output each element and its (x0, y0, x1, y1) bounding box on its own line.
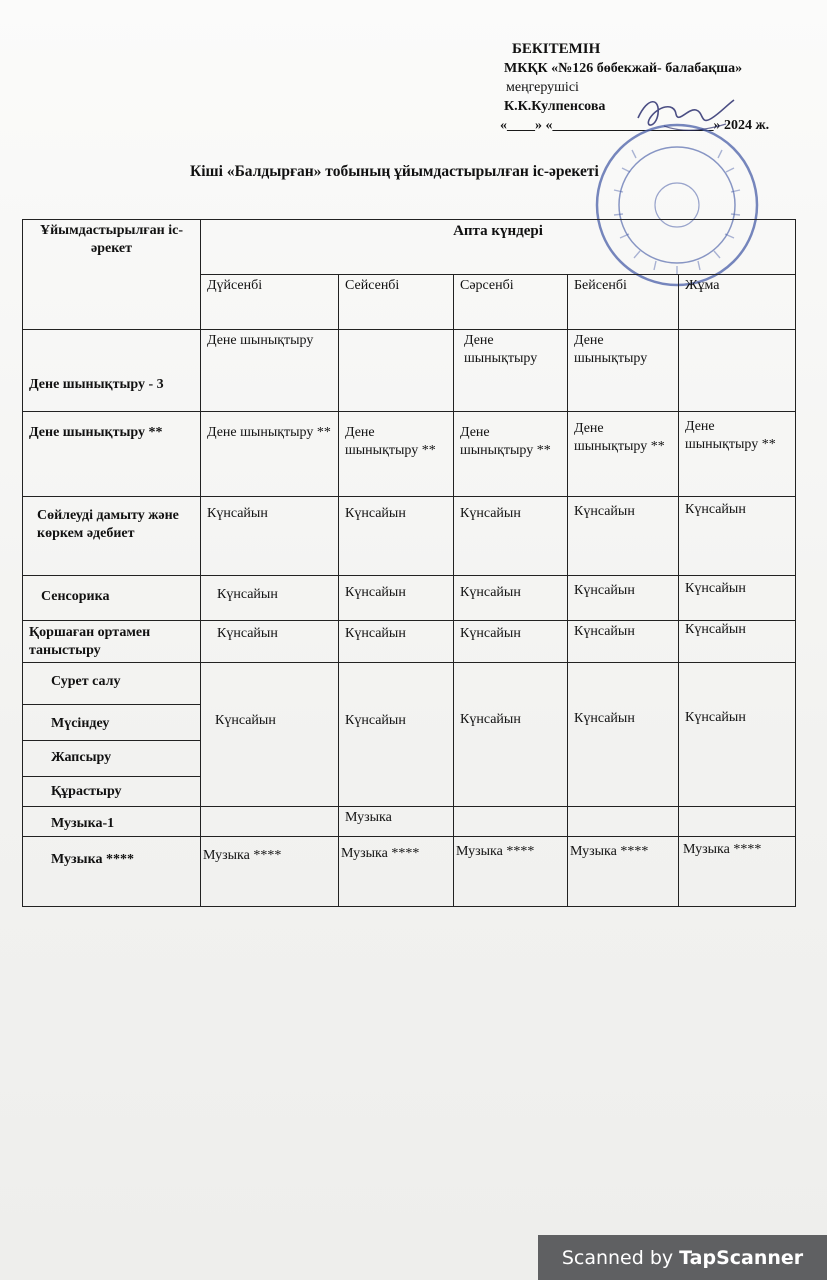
activity-label: Сенсорика (23, 576, 201, 621)
table-row (23, 837, 796, 907)
table-row (23, 621, 796, 663)
day-tuesday: Сейсенбі (339, 275, 454, 330)
table-cell: Күнсайын (454, 497, 568, 576)
schedule-table (22, 219, 796, 907)
table-cell (454, 807, 568, 837)
header-activity: Ұйымдастырылған іс-әрекет (23, 220, 201, 330)
day-monday: Дүйсенбі (201, 275, 339, 330)
table-cell: Музыка **** (568, 837, 679, 907)
table-cell: Дене шынықтыру (454, 330, 568, 412)
table-cell (568, 807, 679, 837)
table-cell: Күнсайын (679, 497, 796, 576)
table-cell: Дене шынықтыру ** (454, 412, 568, 497)
table-cell: Күнсайын (339, 497, 454, 576)
table-cell: Күнсайын (568, 497, 679, 576)
table-cell: Күнсайын (339, 576, 454, 621)
table-cell (201, 807, 339, 837)
table-cell: Күнсайын (679, 576, 796, 621)
table-cell: Күнсайын (454, 663, 568, 807)
activity-label: Музыка **** (23, 837, 201, 907)
day-wednesday: Сәрсенбі (454, 275, 568, 330)
activity-label: Жапсыру (23, 741, 201, 777)
table-cell: Күнсайын (454, 576, 568, 621)
table-cell: Күнсайын (679, 663, 796, 807)
table-cell: Дене шынықтыру (201, 330, 339, 412)
activity-label: Дене шынықтыру ** (23, 412, 201, 497)
table-row (23, 807, 796, 837)
table-cell: Күнсайын (568, 621, 679, 663)
watermark-brand: TapScanner (679, 1246, 804, 1269)
activity-label: Музыка-1 (23, 807, 201, 837)
table-cell: Күнсайын (339, 663, 454, 807)
activity-label: Дене шынықтыру - 3 (23, 330, 201, 412)
activity-label: Қоршаған ортамен таныстыру (23, 621, 201, 663)
day-friday: Жұма (679, 275, 796, 330)
table-cell (339, 330, 454, 412)
scanner-watermark (538, 1235, 827, 1280)
table-cell (679, 807, 796, 837)
table-cell: Күнсайын (201, 663, 339, 807)
table-cell: Дене шынықтыру ** (568, 412, 679, 497)
table-cell: Күнсайын (201, 497, 339, 576)
table-cell: Күнсайын (201, 621, 339, 663)
table-row (23, 663, 796, 705)
table-cell: Дене шынықтыру ** (339, 412, 454, 497)
table-cell (679, 330, 796, 412)
table-row (23, 330, 796, 412)
table-cell: Музыка **** (339, 837, 454, 907)
table-cell: Күнсайын (568, 663, 679, 807)
approval-organization: МКҚК «№126 бөбекжай- балабақша» (504, 61, 743, 76)
table-cell: Күнсайын (568, 576, 679, 621)
table-cell: Дене шынықтыру ** (201, 412, 339, 497)
activity-label: Сурет салу (23, 663, 201, 705)
approval-title: БЕКІТЕМІН (512, 41, 601, 57)
table-row (23, 412, 796, 497)
day-thursday: Бейсенбі (568, 275, 679, 330)
watermark-prefix: Scanned by (561, 1246, 674, 1269)
table-cell: Музыка **** (679, 837, 796, 907)
activity-label: Сөйлеуді дамыту және көркем әдебиет (23, 497, 201, 576)
approval-date: «____» «_______________________» 2024 ж. (500, 118, 770, 133)
table-cell: Музыка **** (201, 837, 339, 907)
activity-label: Құрастыру (23, 777, 201, 807)
table-cell: Дене шынықтыру ** (679, 412, 796, 497)
document-title: Кіші «Балдырған» тобының ұйымдастырылған іс-әрекеті (190, 163, 599, 180)
approval-role: меңгерушісі (506, 80, 579, 95)
table-row (23, 576, 796, 621)
table-cell: Музыка **** (454, 837, 568, 907)
table-cell: Күнсайын (201, 576, 339, 621)
table-cell: Дене шынықтыру (568, 330, 679, 412)
table-cell: Күнсайын (454, 621, 568, 663)
table-cell: Күнсайын (339, 621, 454, 663)
table-cell: Күнсайын (679, 621, 796, 663)
table-row (23, 497, 796, 576)
header-weekdays: Апта күндері (201, 220, 796, 275)
activity-label: Мүсіндеу (23, 705, 201, 741)
approval-name: К.К.Кулпенсова (504, 99, 606, 114)
signature-icon (630, 88, 740, 138)
table-cell: Музыка (339, 807, 454, 837)
